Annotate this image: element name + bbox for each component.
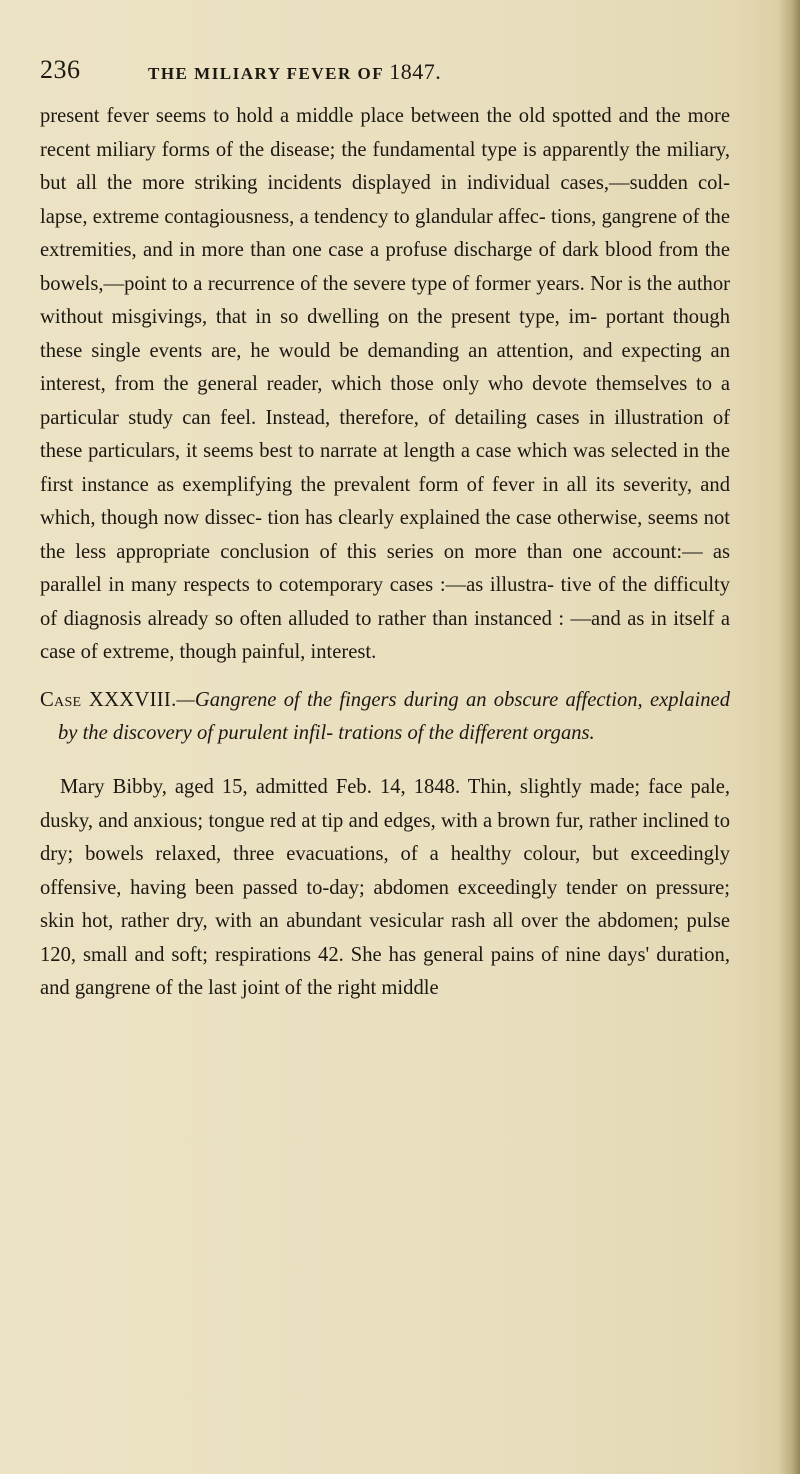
page-edge-shadow xyxy=(778,0,800,1474)
body-text xyxy=(40,100,730,1026)
page-number: 236 xyxy=(40,55,81,84)
case-title: —Gangrene of the fingers during an obscure affection, explained by the discovery of purulent infil- trations of the different organs. xyxy=(58,688,730,744)
case-label: Case XXXVIII. xyxy=(40,688,177,711)
case-heading xyxy=(40,684,730,751)
page-header xyxy=(40,55,760,95)
running-head-text: THE MILIARY FEVER OF xyxy=(148,64,384,83)
running-head-year: 1847. xyxy=(389,59,442,84)
running-head xyxy=(148,59,441,85)
paragraph: Mary Bibby, aged 15, admitted Feb. 14, 1848. Thin, slightly made; face pale, dusky, and anxious; tongue red at tip and edges, with a brown fur, rather inclined to dry; bowels relaxed, three evacuations, of a healthy colour, but exceedingly offensive, having been passed to-day; abdomen exceedingly tender on pressure; skin hot, rather dry, with an abundant vesicular rash all over the abdomen; pulse 120, small and soft; respirations 42. She has general pains of nine days' duration, and gangrene of the last joint of the right middle xyxy=(40,776,730,1000)
paragraph: present fever seems to hold a middle place between the old spotted and the more recent miliary forms of the disease; the fundamental type is apparently the miliary, but all the more striking incidents displayed in individual cases,—sudden col- lapse, extreme contagiousness, a tendency to glandular affec- tions, gangrene of the extremities, and in more than one case a profuse discharge of dark blood from the bowels,—point to a recurrence of the severe type of former years. Nor is the author without misgivings, that in so dwelling on the present type, im- portant though these single events are, he would be demanding an attention, and expecting an interest, from the general reader, which those only who devote themselves to a particular study can feel. Instead, therefore, of detailing cases in illustration of these particulars, it seems best to narrate at length a case which was selected in the first instance as exemplifying the prevalent form of fever in all its severity, and which, though now dissec- tion has clearly explained the case otherwise, seems not the less appropriate conclusion of this series on more than one account:— as parallel in many respects to cotemporary cases :—as illustra- tive of the difficulty of diagnosis already so often alluded to rather than instanced : —and as in itself a case of extreme, though painful, interest. xyxy=(40,105,730,663)
